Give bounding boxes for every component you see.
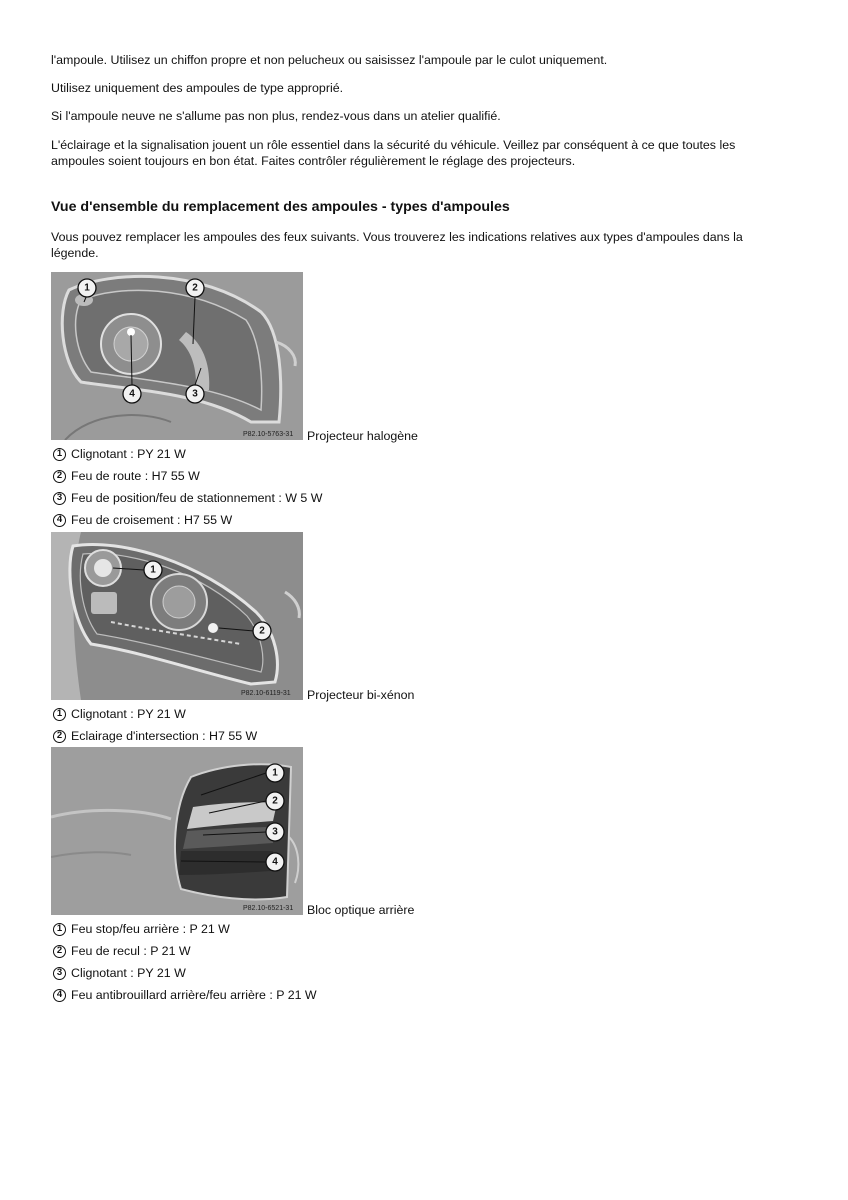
bixenon-headlamp-illustration	[51, 532, 303, 700]
legend-number: 1	[53, 923, 66, 936]
legend-number: 2	[53, 945, 66, 958]
svg-text:2: 2	[192, 282, 198, 294]
legend-item	[53, 490, 322, 506]
legend-item	[53, 468, 200, 484]
callout-1	[78, 279, 96, 297]
legend-text: Clignotant : PY 21 W	[71, 447, 186, 461]
section-intro: Vous pouvez remplacer les ampoules des feux suivants. Vous trouverez les indications relatives aux types d'ampoules dans la légende.	[51, 230, 743, 260]
halogen-headlamp-illustration	[51, 272, 303, 440]
figure-caption-halogen: Projecteur halogène	[307, 429, 418, 443]
callout-1	[266, 764, 284, 782]
legend-text: Feu antibrouillard arrière/feu arrière : P 21 W	[71, 988, 317, 1002]
figure-halogen-headlamp	[51, 272, 303, 440]
legend-number: 1	[53, 708, 66, 721]
legend-text: Feu de position/feu de stationnement : W 5 W	[71, 491, 323, 505]
callout-3	[266, 823, 284, 841]
legend-item	[53, 446, 186, 462]
figure-bixenon-headlamp	[51, 532, 303, 700]
paragraph-bulb-type: Utilisez uniquement des ampoules de type approprié.	[51, 81, 344, 95]
legend-item	[53, 706, 186, 722]
legend-text: Clignotant : PY 21 W	[71, 707, 186, 721]
callout-2	[186, 279, 204, 297]
legend-number: 2	[53, 730, 66, 743]
callout-4	[123, 385, 141, 403]
svg-text:2: 2	[272, 795, 278, 807]
legend-item	[53, 921, 230, 937]
callout-1	[144, 561, 162, 579]
legend-number: 4	[53, 514, 66, 527]
legend-number: 3	[53, 492, 66, 505]
svg-text:3: 3	[192, 388, 198, 400]
svg-text:4: 4	[129, 388, 135, 400]
legend-item	[53, 965, 186, 981]
figure-rear-lamp	[51, 747, 303, 915]
legend-text: Feu de route : H7 55 W	[71, 469, 200, 483]
legend-item	[53, 728, 257, 744]
svg-text:1: 1	[272, 767, 278, 779]
legend-item	[53, 943, 191, 959]
legend-text: Eclairage d'intersection : H7 55 W	[71, 729, 258, 743]
legend-text: Feu de recul : P 21 W	[71, 944, 191, 958]
legend-text: Feu stop/feu arrière : P 21 W	[71, 922, 230, 936]
callout-2	[266, 792, 284, 810]
figure-code: P82.10-5763-31	[243, 431, 294, 438]
figure-caption-rear-lamp: Bloc optique arrière	[307, 903, 415, 917]
svg-text:3: 3	[272, 826, 278, 838]
callout-4	[266, 853, 284, 871]
section-title: Vue d'ensemble du remplacement des ampoules - types d'ampoules	[51, 199, 510, 215]
legend-number: 4	[53, 989, 66, 1002]
legend-item	[53, 987, 317, 1003]
svg-text:2: 2	[259, 625, 265, 637]
legend-number: 3	[53, 967, 66, 980]
rear-lamp-illustration	[51, 747, 303, 915]
svg-text:1: 1	[150, 564, 156, 576]
callout-3	[186, 385, 204, 403]
paragraph-workshop: Si l'ampoule neuve ne s'allume pas non plus, rendez-vous dans un atelier qualifié.	[51, 109, 501, 123]
legend-text: Feu de croisement : H7 55 W	[71, 513, 233, 527]
paragraph-handling: l'ampoule. Utilisez un chiffon propre et non pelucheux ou saisissez l'ampoule par le culot uniquement.	[51, 53, 608, 67]
legend-number: 2	[53, 470, 66, 483]
figure-code: P82.10-6119-31	[241, 690, 291, 697]
callout-2	[253, 622, 271, 640]
paragraph-safety: L'éclairage et la signalisation jouent un rôle essentiel dans la sécurité du véhicule. Veillez par conséquent à ce que toutes les ampoules soient toujours en bon état. Faites contrôler régulièrement le réglage des projecteurs.	[51, 138, 736, 168]
svg-text:4: 4	[272, 856, 278, 868]
legend-text: Clignotant : PY 21 W	[71, 966, 186, 980]
svg-text:1: 1	[84, 282, 90, 294]
legend-number: 1	[53, 448, 66, 461]
legend-item	[53, 512, 232, 528]
figure-caption-bixenon: Projecteur bi-xénon	[307, 688, 415, 702]
figure-code: P82.10-6521-31	[243, 905, 294, 912]
